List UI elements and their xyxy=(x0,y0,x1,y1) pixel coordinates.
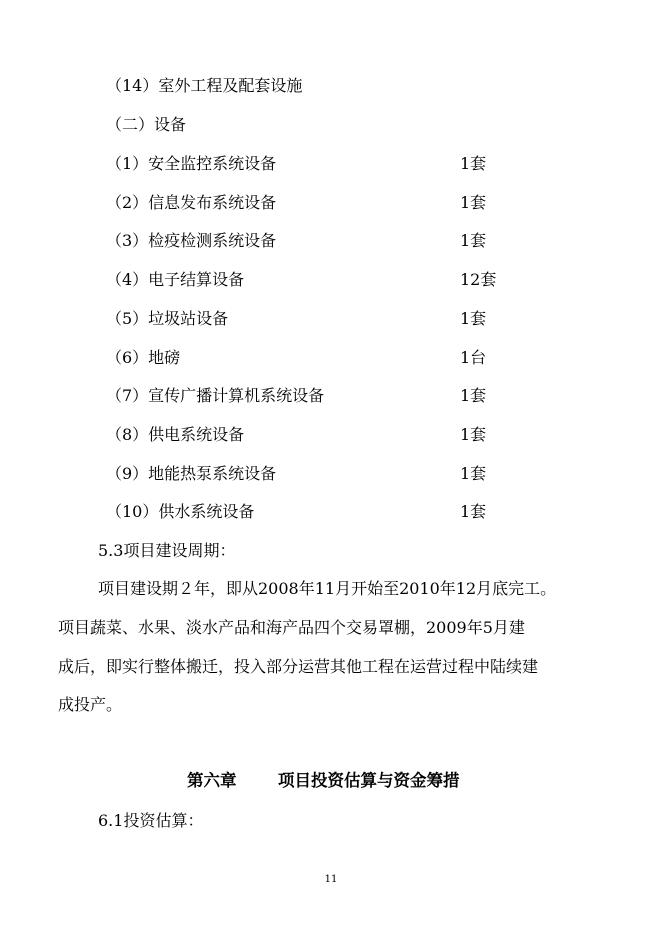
qty-broadcast-computer: 1套 xyxy=(460,386,487,405)
item-garbage-station: （5）垃圾站设备 xyxy=(106,309,229,328)
qty-water-supply: 1套 xyxy=(460,502,487,521)
item-weighbridge: （6）地磅 xyxy=(106,348,181,367)
qty-electronic-settlement: 12套 xyxy=(460,270,497,289)
chapter-number: 第六章 xyxy=(187,771,237,790)
paragraph-line-4: 成投产。 xyxy=(58,695,123,714)
paragraph-line-2: 项目蔬菜、水果、淡水产品和海产品四个交易罩棚，2009年5月建 xyxy=(58,618,525,637)
item-electronic-settlement: （4）电子结算设备 xyxy=(106,270,245,289)
item-security-monitoring: （1）安全监控系统设备 xyxy=(106,154,277,173)
item-quarantine-inspection: （3）检疫检测系统设备 xyxy=(106,231,277,250)
section-heading-5-3: 5.3项目建设周期： xyxy=(98,541,236,560)
qty-info-release: 1套 xyxy=(460,193,487,212)
qty-weighbridge: 1台 xyxy=(460,348,487,367)
chapter-title: 项目投资估算与资金筹措 xyxy=(278,771,460,790)
qty-garbage-station: 1套 xyxy=(460,309,487,328)
page-number: 11 xyxy=(324,874,338,885)
item-power-supply: （8）供电系统设备 xyxy=(106,425,245,444)
section-heading-6-1: 6.1投资估算： xyxy=(98,811,204,830)
item-water-supply: （10）供水系统设备 xyxy=(106,502,255,521)
qty-quarantine-inspection: 1套 xyxy=(460,231,487,250)
item-outdoor-works: （14）室外工程及配套设施 xyxy=(106,76,303,95)
item-broadcast-computer: （7）宣传广播计算机系统设备 xyxy=(106,386,325,405)
qty-ground-heat-pump: 1套 xyxy=(460,464,487,483)
qty-power-supply: 1套 xyxy=(460,425,487,444)
paragraph-line-1: 项目建设期２年，即从2008年11月开始至2010年12月底完工。 xyxy=(98,579,557,598)
paragraph-line-3: 成后，即实行整体搬迁，投入部分运营其他工程在运营过程中陆续建 xyxy=(58,657,539,676)
qty-security-monitoring: 1套 xyxy=(460,154,487,173)
item-equipment-heading: （二）设备 xyxy=(106,115,187,134)
item-info-release: （2）信息发布系统设备 xyxy=(106,193,277,212)
item-ground-heat-pump: （9）地能热泵系统设备 xyxy=(106,464,277,483)
